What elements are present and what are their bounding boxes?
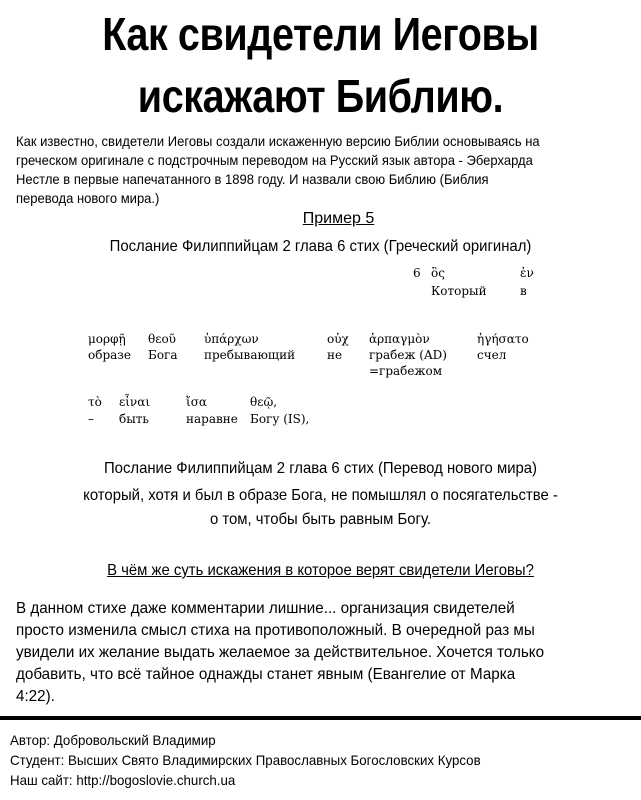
nwt-translation [0,484,641,532]
russian-word: наравне [186,412,238,426]
page-title-line-1: Как свидетели Иеговы [102,8,539,60]
russian-word: – [88,412,94,426]
intro-line: Как известно, свидетели Иеговы создали искаженную версию Библии основываясь на [16,133,540,149]
nwt-line: о том, чтобы быть равным Богу. [209,511,432,528]
footer-divider [0,716,641,720]
nwt-line: который, хотя и был в образе Бога, не помышлял о посягательстве - [83,487,558,504]
russian-word-note: =грабежом [369,364,443,378]
greek-word: ὑπάρχων [204,332,259,346]
footer-site-link[interactable]: Наш сайт: http://bogoslovie.church.ua [10,772,236,788]
commentary-line: увидели их желание выдать желаемое за действительное. Хочется только [16,644,545,661]
commentary-line: добавить, что всё тайное однажды станет явным (Евангелие от Марка [16,666,516,683]
greek-word: οὐχ [327,332,349,346]
intro-line: Нестле в первые напечатанного в 1898 году. И назвали свою Библию (Библия [16,171,489,187]
nwt-heading: Послание Филиппийцам 2 глава 6 стих (Перевод нового мира) [103,460,538,477]
commentary-line: просто изменила смысл стиха на противоположный. В очередной раз мы [16,622,535,639]
greek-word: ὃς [431,266,445,280]
russian-word: не [327,348,343,362]
example-label: Пример 5 [302,210,375,227]
russian-word: Богу (IS), [250,412,310,426]
verse-number: 6 [413,266,421,280]
commentary-line: 4:22). [16,688,55,705]
greek-word: ἴσα [186,395,207,409]
footer-author: Автор: Добровольский Владимир [10,732,216,748]
russian-word: образе [88,348,131,362]
greek-word: ἐν [520,266,534,280]
greek-original-heading: Послание Филиппийцам 2 глава 6 стих (Греческий оригинал) [109,238,532,255]
footer [10,730,505,790]
greek-word: εἶναι [119,395,151,409]
russian-word: Который [431,284,487,298]
commentary-paragraph [16,598,628,708]
russian-word: быть [119,412,149,426]
greek-word: μορφῇ [88,332,126,346]
greek-word: θεῷ, [250,395,278,409]
commentary-line: В данном стихе даже комментарии лишние... организация свидетелей [16,600,515,617]
greek-word: τὸ [88,395,102,409]
page-title-line-2: искажают Библию. [137,70,504,122]
russian-word: грабеж (AD) [369,348,447,362]
russian-word: Бога [148,348,178,362]
russian-word: в [520,284,527,298]
intro-line: перевода нового мира.) [16,190,160,206]
russian-word: пребывающий [204,348,296,362]
greek-word: ἁρπαγμὸν [369,332,430,346]
question-heading: В чём же суть искажения в которое верят свидетели Иеговы? [107,562,534,579]
greek-word: θεοῦ [148,332,176,346]
footer-student: Студент: Высших Свято Владимирских Православных Богословских Курсов [10,752,481,768]
greek-word: ἡγήσατο [477,332,529,346]
intro-line: греческом оригинале с подстрочным переводом на Русский язык автора - Эберхарда [16,152,533,168]
russian-word: счел [477,348,507,362]
